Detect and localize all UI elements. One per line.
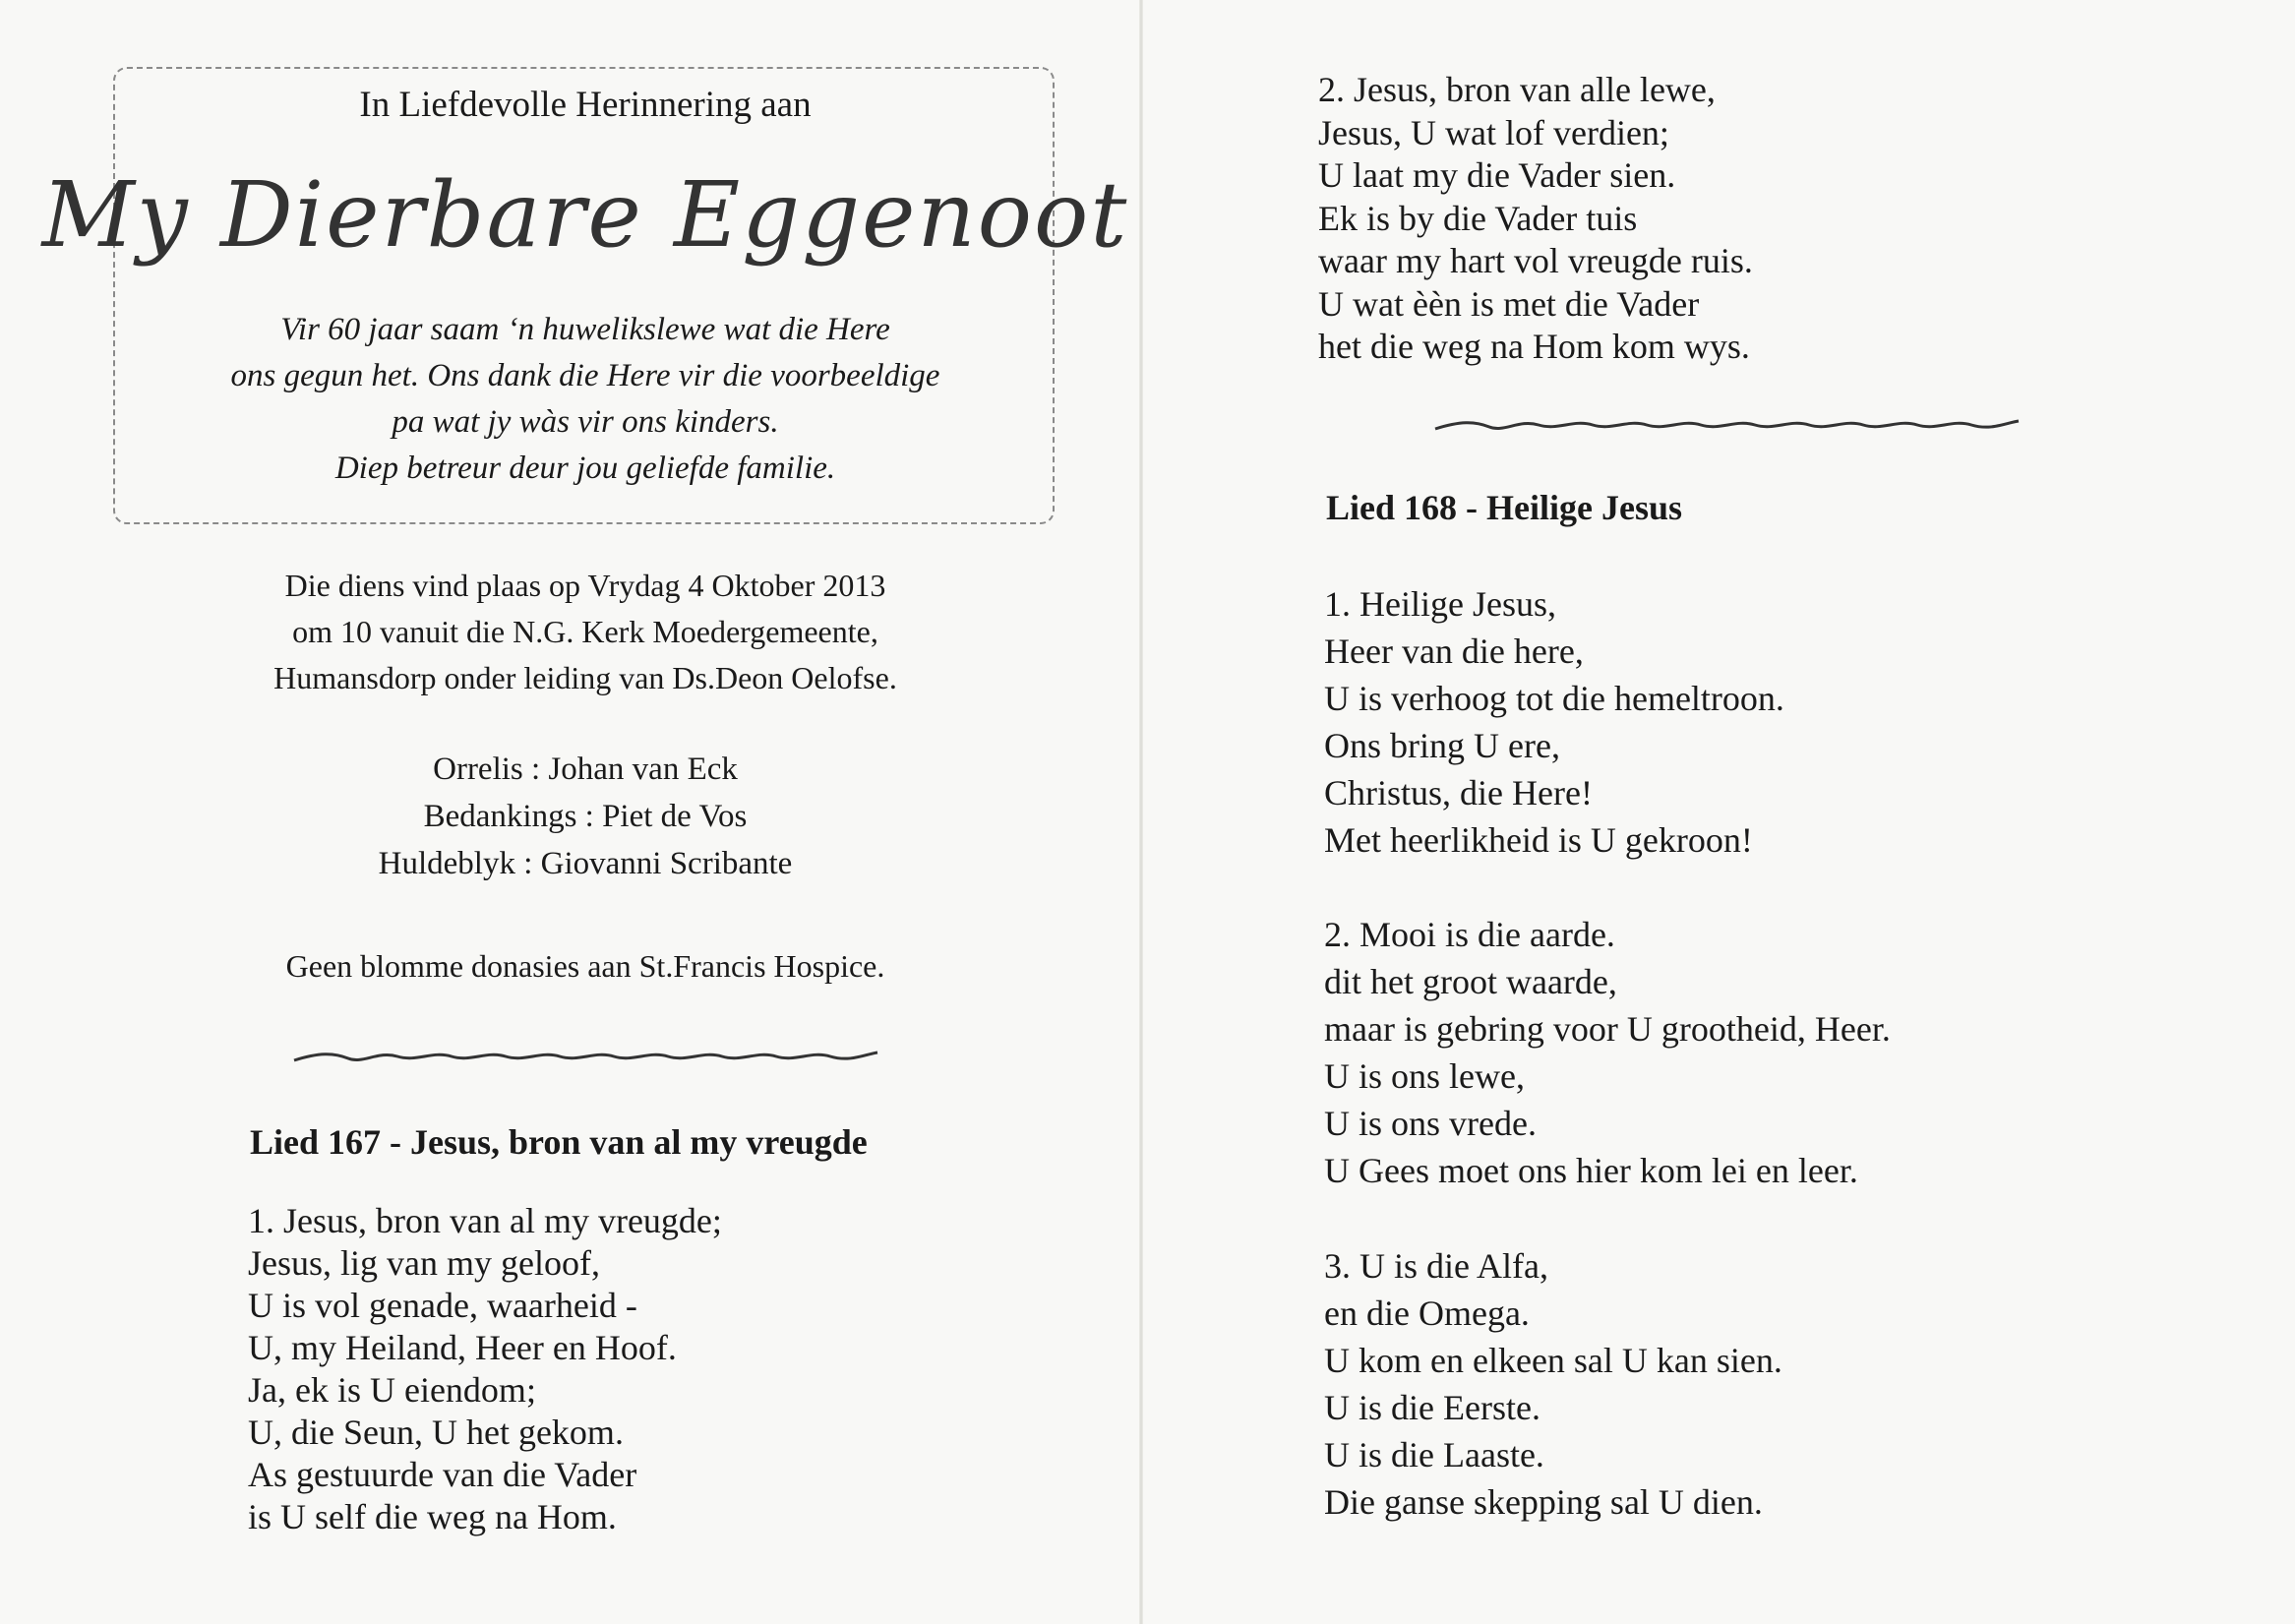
- verse-line: U kom en elkeen sal U kan sien.: [1324, 1341, 1782, 1380]
- participant-thanks: Bedankings : Piet de Vos: [423, 799, 748, 834]
- verse-line: Jesus, lig van my geloof,: [248, 1243, 600, 1283]
- memorial-heading: In Liefdevolle Herinnering aan: [359, 85, 812, 125]
- service-details: [0, 563, 1171, 701]
- service-line: om 10 vanuit die N.G. Kerk Moedergemeente,: [292, 614, 878, 649]
- verse-line: is U self die weg na Hom.: [248, 1497, 617, 1536]
- left-page: [0, 0, 1141, 1624]
- hymn-167-verse-1: [248, 1200, 722, 1538]
- verse-line: 1. Jesus, bron van al my vreugde;: [248, 1201, 722, 1240]
- verse-line: U is die Eerste.: [1324, 1388, 1540, 1427]
- hymn-168-title: Lied 168 - Heilige Jesus: [1326, 488, 1682, 527]
- hymn-168-verse-1: [1324, 580, 1784, 864]
- verse-line: U is ons lewe,: [1324, 1056, 1525, 1096]
- service-line: Die diens vind plaas op Vrydag 4 Oktober 2013: [284, 568, 886, 603]
- verse-line: Ek is by die Vader tuis: [1318, 198, 1638, 238]
- verse-line: Ons bring U ere,: [1324, 726, 1560, 765]
- participants-list: [0, 746, 1171, 887]
- verse-line: Jesus, U wat lof verdien;: [1318, 112, 1669, 152]
- participant-organist: Orrelis : Johan van Eck: [433, 752, 738, 787]
- hymn-167-title: Lied 167 - Jesus, bron van al my vreugde: [250, 1122, 868, 1162]
- verse-line: 3. U is die Alfa,: [1324, 1246, 1548, 1286]
- verse-line: 2. Mooi is die aarde.: [1324, 915, 1615, 954]
- verse-line: Die ganse skepping sal U dien.: [1324, 1482, 1763, 1522]
- verse-line: het die weg na Hom kom wys.: [1318, 327, 1750, 366]
- memorial-name: My Dierbare Eggenoot: [41, 162, 1129, 268]
- participant-tribute: Huldeblyk : Giovanni Scribante: [378, 846, 793, 881]
- verse-line: Christus, die Here!: [1324, 773, 1593, 812]
- page-fold: [1139, 0, 1143, 1624]
- hymn-168-verse-3: [1324, 1242, 1782, 1526]
- verse-line: U laat my die Vader sien.: [1318, 155, 1676, 195]
- tribute-line: pa wat jy wàs vir ons kinders.: [392, 404, 779, 440]
- verse-line: U is ons vrede.: [1324, 1104, 1537, 1143]
- tribute-text: [0, 307, 1171, 492]
- verse-line: U, my Heiland, Heer en Hoof.: [248, 1328, 677, 1367]
- verse-line: U Gees moet ons hier kom lei en leer.: [1324, 1151, 1858, 1190]
- tribute-line: ons gegun het. Ons dank die Here vir die voorbeeldige: [230, 358, 940, 393]
- verse-line: 1. Heilige Jesus,: [1324, 584, 1556, 624]
- verse-line: Ja, ek is U eiendom;: [248, 1370, 536, 1410]
- verse-line: maar is gebring voor U grootheid, Heer.: [1324, 1009, 1891, 1049]
- verse-line: U is die Laaste.: [1324, 1435, 1544, 1474]
- verse-line: U, die Seun, U het gekom.: [248, 1413, 624, 1452]
- tribute-line: Diep betreur deur jou geliefde familie.: [334, 451, 836, 486]
- verse-line: waar my hart vol vreugde ruis.: [1318, 241, 1753, 280]
- flowers-note: Geen blomme donasies aan St.Francis Hospice.: [285, 948, 885, 984]
- flourish-divider-icon: [1430, 413, 2021, 439]
- tribute-line: Vir 60 jaar saam ‘n huwelikslewe wat die Here: [280, 312, 890, 347]
- verse-line: U wat èèn is met die Vader: [1318, 283, 1700, 324]
- verse-line: As gestuurde van die Vader: [248, 1455, 637, 1494]
- verse-line: dit het groot waarde,: [1324, 962, 1617, 1001]
- verse-line: U is vol genade, waarheid -: [248, 1286, 637, 1325]
- flourish-divider-icon: [289, 1045, 879, 1070]
- service-line: Humansdorp onder leiding van Ds.Deon Oelofse.: [273, 660, 897, 695]
- verse-line: en die Omega.: [1324, 1293, 1530, 1333]
- verse-line: Heer van die here,: [1324, 632, 1584, 671]
- hymn-168-verse-2: [1324, 911, 1891, 1194]
- verse-line: 2. Jesus, bron van alle lewe,: [1318, 70, 1716, 109]
- hymn-167-verse-2: [1318, 69, 1753, 369]
- verse-line: Met heerlikheid is U gekroon!: [1324, 820, 1753, 860]
- verse-line: U is verhoog tot die hemeltroon.: [1324, 679, 1784, 718]
